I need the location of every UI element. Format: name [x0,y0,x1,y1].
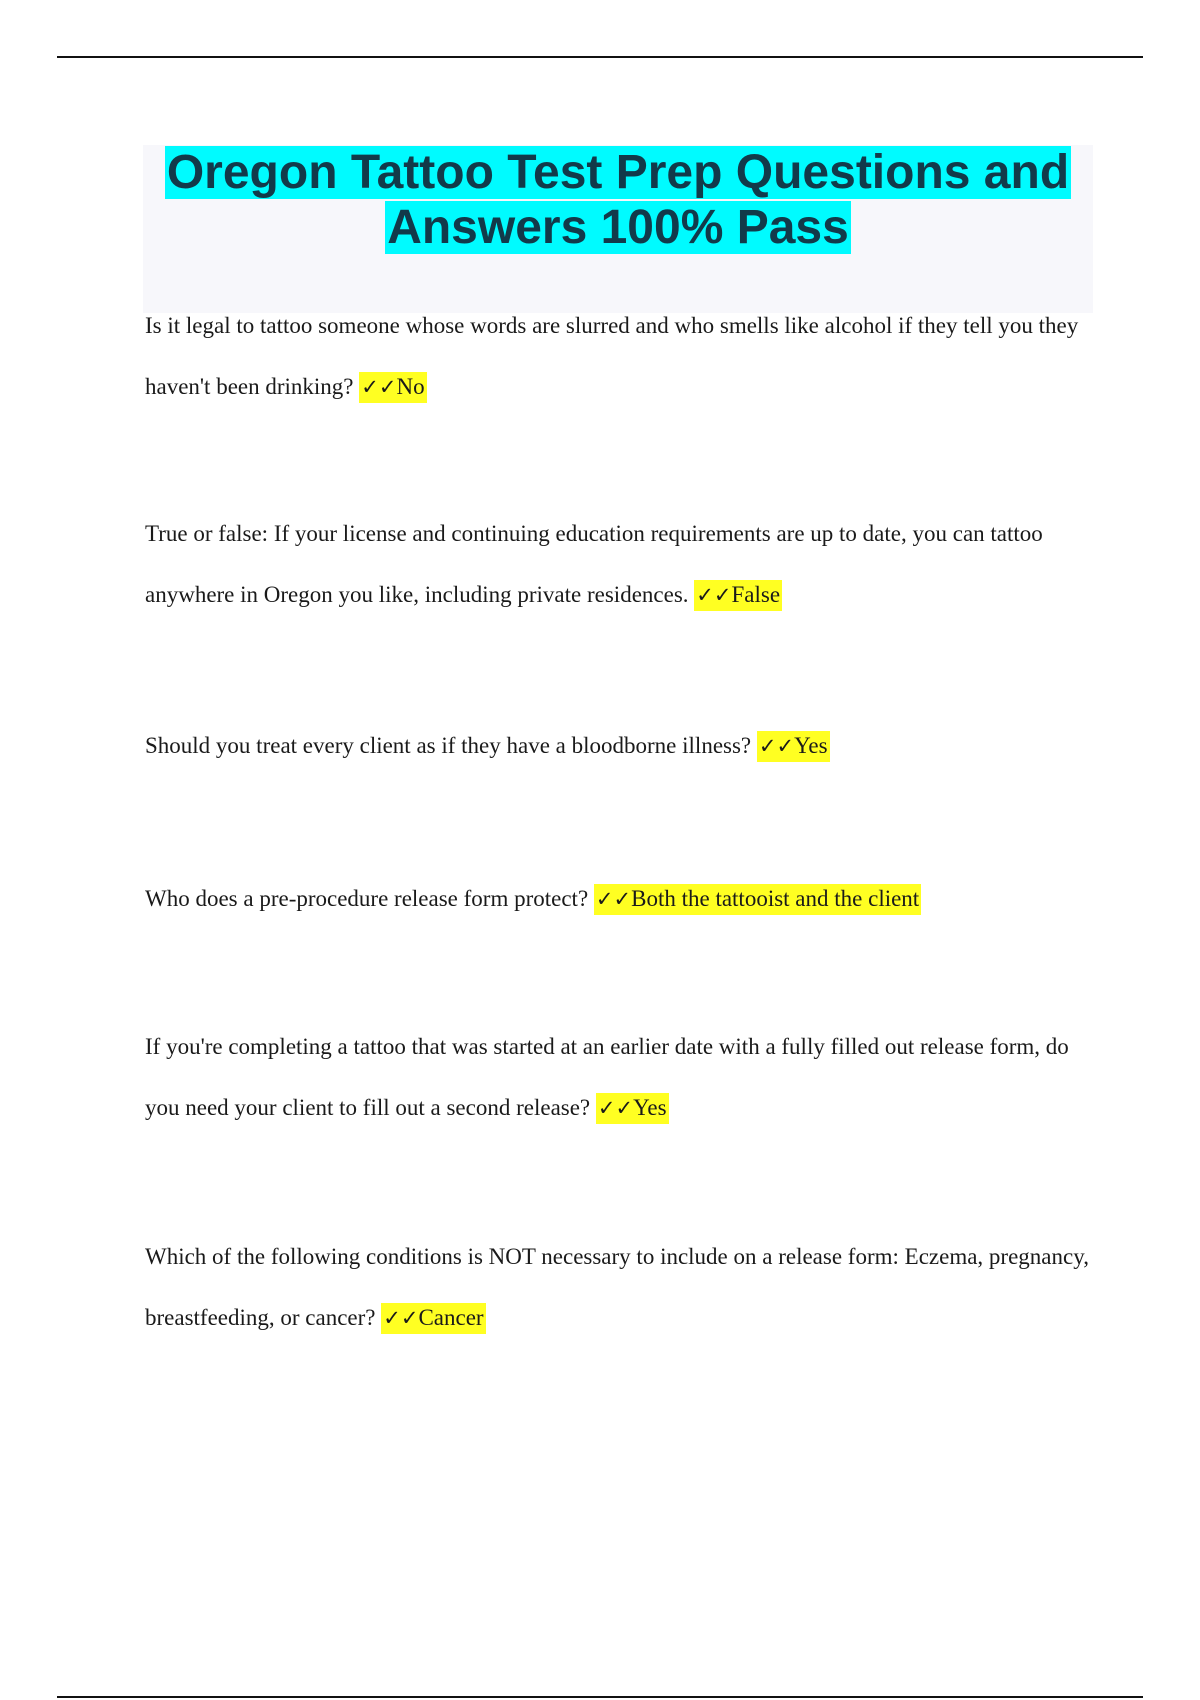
double-check-icon: ✓✓ [758,734,795,758]
question-text: Should you treat every client as if they have a bloodborne illness? [145,733,752,758]
title-block [143,145,1093,313]
answer-highlight [757,731,830,762]
answer-highlight [359,372,426,403]
answer-highlight [596,1093,669,1124]
qa-item-5 [145,1016,1095,1139]
qa-item-1 [145,295,1095,418]
answer-text: Both the tattooist and the client [631,886,920,911]
answer-highlight [381,1303,485,1334]
bottom-rule [57,1696,1143,1698]
qa-item-4 [145,868,1095,930]
document-title: Oregon Tattoo Test Prep Questions and Answers 100% Pass [166,146,1070,254]
double-check-icon: ✓✓ [361,375,397,399]
answer-text: False [731,582,781,607]
question-text: Which of the following conditions is NOT necessary to include on a release form: Eczema, pregnancy, breastfeeding, or cancer? [145,1244,1089,1330]
question-text: True or false: If your license and continuing education requirements are up to date, you can tattoo anywhere in Oregon you like, including private residences. [145,521,1043,607]
qa-item-2 [145,503,1095,626]
answer-text: No [396,374,425,399]
top-rule [57,56,1143,58]
answer-highlight [694,580,782,611]
double-check-icon: ✓✓ [383,1306,419,1330]
question-text: If you're completing a tattoo that was started at an earlier date with a fully filled out release form, do you need your client to fill out a second release? [145,1034,1069,1120]
double-check-icon: ✓✓ [696,583,732,607]
double-check-icon: ✓✓ [595,887,632,911]
answer-text: Yes [633,1095,667,1120]
question-text: Who does a pre-procedure release form protect? [145,886,589,911]
double-check-icon: ✓✓ [597,1096,634,1120]
answer-highlight [594,884,921,915]
answer-text: Cancer [418,1305,484,1330]
question-text: Is it legal to tattoo someone whose words are slurred and who smells like alcohol if they tell you they haven't been drinking? [145,313,1079,399]
answer-text: Yes [794,733,828,758]
qa-item-3 [145,715,1095,777]
qa-item-6 [145,1226,1095,1349]
